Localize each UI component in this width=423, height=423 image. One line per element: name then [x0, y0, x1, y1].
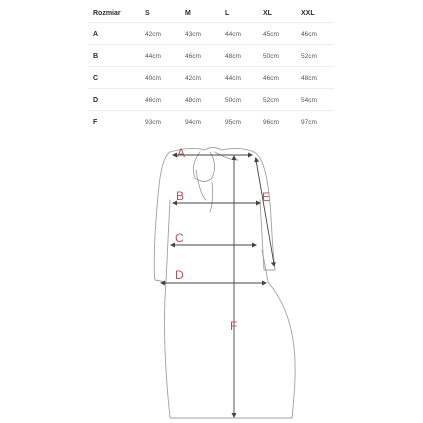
table-corner-label: Rozmiar [93, 10, 121, 17]
cell-a-l: 44cm [225, 31, 241, 38]
cell-b-m: 46cm [185, 53, 201, 60]
cell-b-l: 48cm [225, 53, 241, 60]
size-header-xxl: XXL [301, 10, 315, 17]
cell-b-xxl: 52cm [301, 53, 317, 60]
cell-d-l: 50cm [225, 97, 241, 104]
label-a: A [177, 146, 186, 160]
row-label-a: A [93, 31, 99, 38]
size-header-xl: XL [263, 10, 272, 17]
row-label-f: F [93, 119, 98, 126]
cell-c-s: 40cm [145, 75, 161, 82]
cell-d-xl: 52cm [263, 97, 279, 104]
cell-f-xxl: 97cm [301, 119, 317, 126]
cell-a-xl: 45cm [263, 31, 279, 38]
cell-f-l: 95cm [225, 119, 241, 126]
cell-a-m: 43cm [185, 31, 201, 38]
label-f: F [230, 319, 238, 333]
cell-b-s: 44cm [145, 53, 161, 60]
size-header-l: L [225, 10, 230, 17]
measurement-labels [175, 146, 270, 333]
row-label-c: C [93, 75, 99, 82]
row-label-d: D [93, 97, 99, 104]
label-c: C [175, 231, 184, 245]
cell-f-s: 93cm [145, 119, 161, 126]
cell-b-xl: 50cm [263, 53, 279, 60]
cell-c-xl: 46cm [263, 75, 279, 82]
cell-d-xxl: 54cm [301, 97, 317, 104]
label-d: D [175, 268, 184, 282]
cell-a-s: 42cm [145, 31, 161, 38]
size-header-s: S [145, 10, 150, 17]
measure-b-arrow [172, 201, 261, 206]
measure-f-arrow [232, 155, 237, 418]
size-header-m: M [185, 10, 191, 17]
cell-f-xl: 96cm [263, 119, 279, 126]
cell-c-xxl: 48cm [301, 75, 317, 82]
cell-c-l: 44cm [225, 75, 241, 82]
measure-e-arrow [254, 157, 275, 267]
cell-d-m: 48cm [185, 97, 201, 104]
row-label-b: B [93, 53, 99, 60]
label-b: B [176, 189, 185, 203]
label-e: E [262, 190, 271, 204]
cell-a-xxl: 46cm [301, 31, 317, 38]
cell-d-s: 46cm [145, 97, 161, 104]
cell-c-m: 42cm [185, 75, 201, 82]
cell-f-m: 94cm [185, 119, 201, 126]
